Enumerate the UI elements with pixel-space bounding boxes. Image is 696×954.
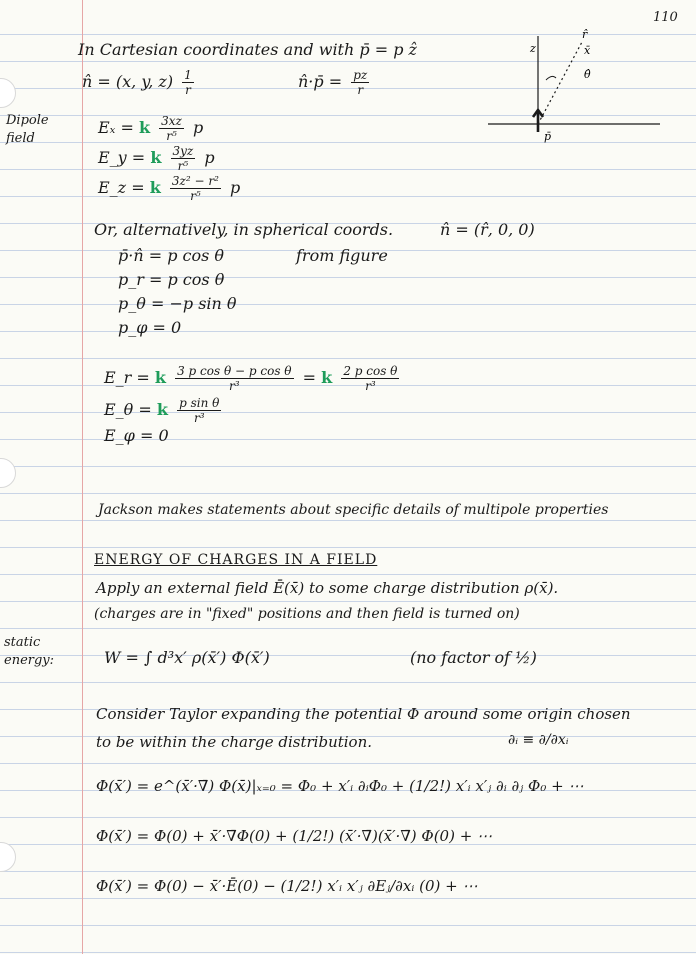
ndotp-label: n̂·p̄ = bbox=[298, 72, 343, 91]
position-vector-line bbox=[538, 42, 582, 124]
numerator: 3 p cos θ − p cos θ bbox=[177, 364, 292, 378]
numerator: 2 p cos θ bbox=[343, 364, 398, 378]
pr-equation: p_r = p cos θ bbox=[118, 270, 225, 289]
ex-label: Eₓ = bbox=[98, 118, 134, 137]
constant-k: k bbox=[154, 368, 167, 387]
denominator: r³ bbox=[365, 379, 376, 393]
equals-sign: = bbox=[302, 368, 317, 387]
taylor-equation-2: Φ(x̄′) = Φ(0) + x̄′·∇̄Φ(0) + (1/2!) (x̄′·∇̄)(x̄′·∇̄) Φ(0) + ⋯ bbox=[96, 827, 493, 845]
er-fraction bbox=[175, 364, 293, 393]
constant-k: k bbox=[149, 178, 161, 197]
constant-k: k bbox=[321, 368, 333, 387]
spherical-intro: Or, alternatively, in spherical coords. bbox=[94, 220, 394, 239]
binder-hole bbox=[0, 842, 16, 872]
ey-equation bbox=[98, 144, 215, 173]
numerator: 3yz bbox=[172, 144, 194, 158]
p-symbol: p bbox=[204, 148, 215, 167]
taylor-intro: Consider Taylor expanding the potential Φ around some origin chosen bbox=[96, 705, 631, 723]
taylor-intro-cont: to be within the charge distribution. bbox=[96, 733, 373, 751]
margin-note-dipole-field: Dipole field bbox=[6, 113, 49, 146]
ey-label: E_y = bbox=[98, 148, 146, 167]
denominator: r³ bbox=[193, 411, 205, 425]
etheta-label: E_θ = bbox=[104, 400, 152, 419]
ephi-label: E_φ = bbox=[104, 426, 154, 445]
section-heading: ENERGY OF CHARGES IN A FIELD bbox=[94, 552, 378, 568]
z-label: z bbox=[530, 42, 536, 55]
dipole-figure bbox=[484, 28, 664, 148]
denominator: r bbox=[185, 83, 191, 97]
energy-equation: W = ∫ d³x′ ρ(x̄′) Φ(x̄′) bbox=[104, 648, 270, 667]
constant-k: k bbox=[138, 118, 151, 137]
partial-definition: ∂ᵢ ≡ ∂/∂xᵢ bbox=[508, 732, 569, 748]
margin-line bbox=[82, 0, 83, 954]
ey-fraction bbox=[171, 144, 196, 173]
er-label: E_r = bbox=[104, 368, 150, 387]
numerator: 3z² − r² bbox=[171, 174, 219, 188]
taylor-equation-3: Φ(x̄′) = Φ(0) − x̄′·Ē(0) − (1/2!) x′ᵢ x′ⱼ ∂Eⱼ/∂xᵢ (0) + ⋯ bbox=[96, 877, 478, 895]
ex-fraction bbox=[159, 114, 184, 143]
pphi-equation: p_φ = 0 bbox=[118, 318, 182, 337]
r-label: r̂ bbox=[582, 28, 588, 41]
pdotn-equation: p̄·n̂ = p cos θ bbox=[118, 246, 225, 265]
ex-equation bbox=[98, 114, 203, 143]
denominator: r⁵ bbox=[166, 129, 177, 143]
from-figure-note: from figure bbox=[296, 246, 388, 265]
p-symbol: p bbox=[229, 178, 241, 197]
jackson-note: Jackson makes statements about specific details of multipole properties bbox=[98, 502, 609, 518]
etheta-fraction bbox=[177, 396, 221, 425]
denominator: r³ bbox=[229, 379, 240, 393]
intro-line: In Cartesian coordinates and with p̄ = p ẑ bbox=[78, 40, 417, 59]
er-fraction-simplified bbox=[341, 364, 399, 393]
ptheta-equation: p_θ = −p sin θ bbox=[118, 294, 237, 313]
numerator: 3xz bbox=[161, 114, 182, 128]
ez-fraction bbox=[170, 174, 221, 203]
apply-field-line: Apply an external field Ē(x̄) to some charge distribution ρ(x̄). bbox=[96, 579, 559, 597]
er-equation bbox=[104, 364, 403, 393]
p-label: p̄ bbox=[544, 130, 552, 143]
theta-label: θ̂ bbox=[584, 68, 591, 81]
denominator: r⁵ bbox=[177, 159, 189, 173]
no-factor-note: (no factor of ½) bbox=[410, 648, 537, 667]
binder-hole bbox=[0, 78, 16, 108]
numerator: p sin θ bbox=[179, 396, 220, 410]
ndotp-equation bbox=[298, 68, 373, 97]
constant-k: k bbox=[150, 148, 162, 167]
page-number: 110 bbox=[653, 10, 678, 25]
ez-equation bbox=[98, 174, 240, 203]
binder-hole bbox=[0, 458, 16, 488]
dipole-arrow-icon bbox=[533, 110, 543, 132]
numerator: pz bbox=[353, 68, 368, 82]
ez-label: E_z = bbox=[98, 178, 145, 197]
one-over-r bbox=[182, 68, 194, 97]
numerator: 1 bbox=[184, 68, 192, 82]
taylor-equation-1: Φ(x̄′) = e^(x̄′·∇̄) Φ(x̄)|ₓ₌₀ = Φ₀ + x′ᵢ ∂ᵢΦ₀ + (1/2!) x′ᵢ x′ⱼ ∂ᵢ ∂ⱼ Φ₀ + ⋯ bbox=[96, 777, 584, 795]
constant-k: k bbox=[156, 400, 168, 419]
theta-arc bbox=[546, 76, 556, 80]
margin-note-static-energy: static energy: bbox=[4, 635, 55, 668]
ephi-equation bbox=[104, 426, 169, 446]
ephi-value: 0 bbox=[158, 426, 169, 445]
p-symbol: p bbox=[192, 118, 204, 137]
denominator: r⁵ bbox=[190, 189, 201, 203]
etheta-equation bbox=[104, 396, 225, 425]
x-label: x̄ bbox=[584, 44, 591, 57]
spherical-nhat: n̂ = (r̂, 0, 0) bbox=[440, 220, 535, 239]
nhat-definition: n̂ = (x, y, z) bbox=[82, 72, 174, 91]
nhat-equation bbox=[82, 68, 198, 97]
pz-over-r bbox=[351, 68, 369, 97]
denominator: r bbox=[357, 83, 364, 97]
charges-note: (charges are in "fixed" positions and then field is turned on) bbox=[94, 606, 520, 622]
